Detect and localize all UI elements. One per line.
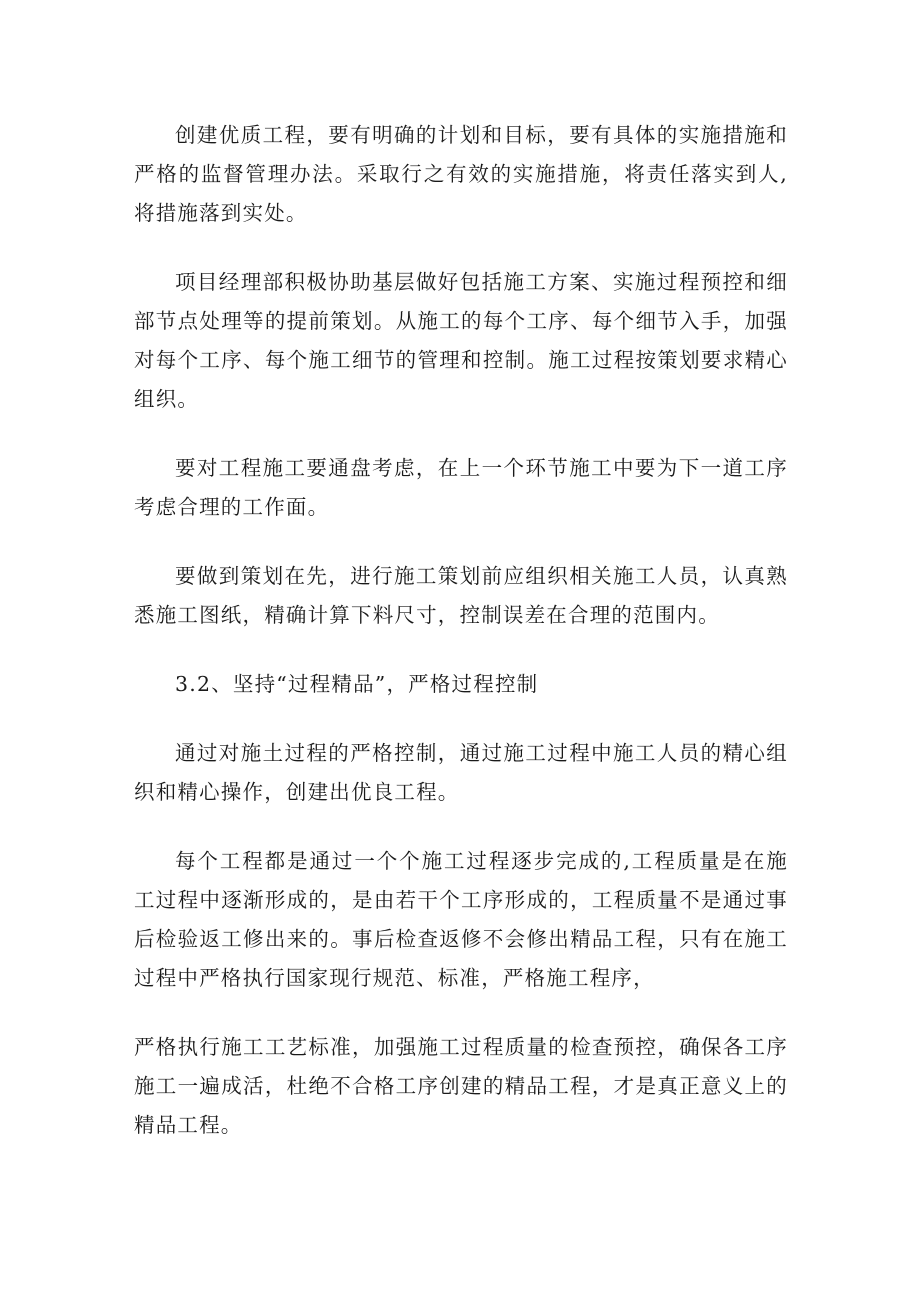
paragraph-process-standards: 严格执行施工工艺标准，加强施工过程质量的检查预控，确保各工序施工一遍成活，杜绝不合格工序创建的精品工程，才是真正意义上的精品工程。 (134, 1035, 788, 1137)
paragraph-planning-first: 要做到策划在先，进行施工策划前应组织相关施工人员，认真熟悉施工图纸，精确计算下料尺寸，控制误差在合理的范围内。 (134, 564, 788, 627)
paragraph-strict-control: 通过对施土过程的严格控制，通过施工过程中施工人员的精心组织和精心操作，创建出优良工程。 (134, 741, 788, 804)
paragraph-overall-consideration: 要对工程施工要通盘考虑，在上一个环节施工中要为下一道工序考虑合理的工作面。 (134, 456, 788, 519)
paragraph-process-quality: 每个工程都是通过一个个施工过程逐步完成的,工程质量是在施工过程中逐渐形成的，是由若干个工序形成的，工程质量不是通过事后检验返工修出来的。事后检查返修不会修出精品工程，只有在施工过程中严格执行国家现行规范、标准，严格施工程序， (134, 849, 788, 990)
paragraph-quality-plan: 创建优质工程，要有明确的计划和目标，要有具体的实施措施和严格的监督管理办法。采取行之有效的实施措施，将责任落实到人,将措施落到实处。 (134, 123, 788, 225)
section-heading-3-2: 3.2、坚持“过程精品”，严格过程控制 (175, 672, 539, 696)
paragraph-advance-planning: 项目经理部积极协助基层做好包括施工方案、实施过程预控和细部节点处理等的提前策划。从施工的每个工序、每个细节入手，加强对每个工序、每个施工细节的管理和控制。施工过程按策划要求精心组织。 (134, 270, 788, 411)
